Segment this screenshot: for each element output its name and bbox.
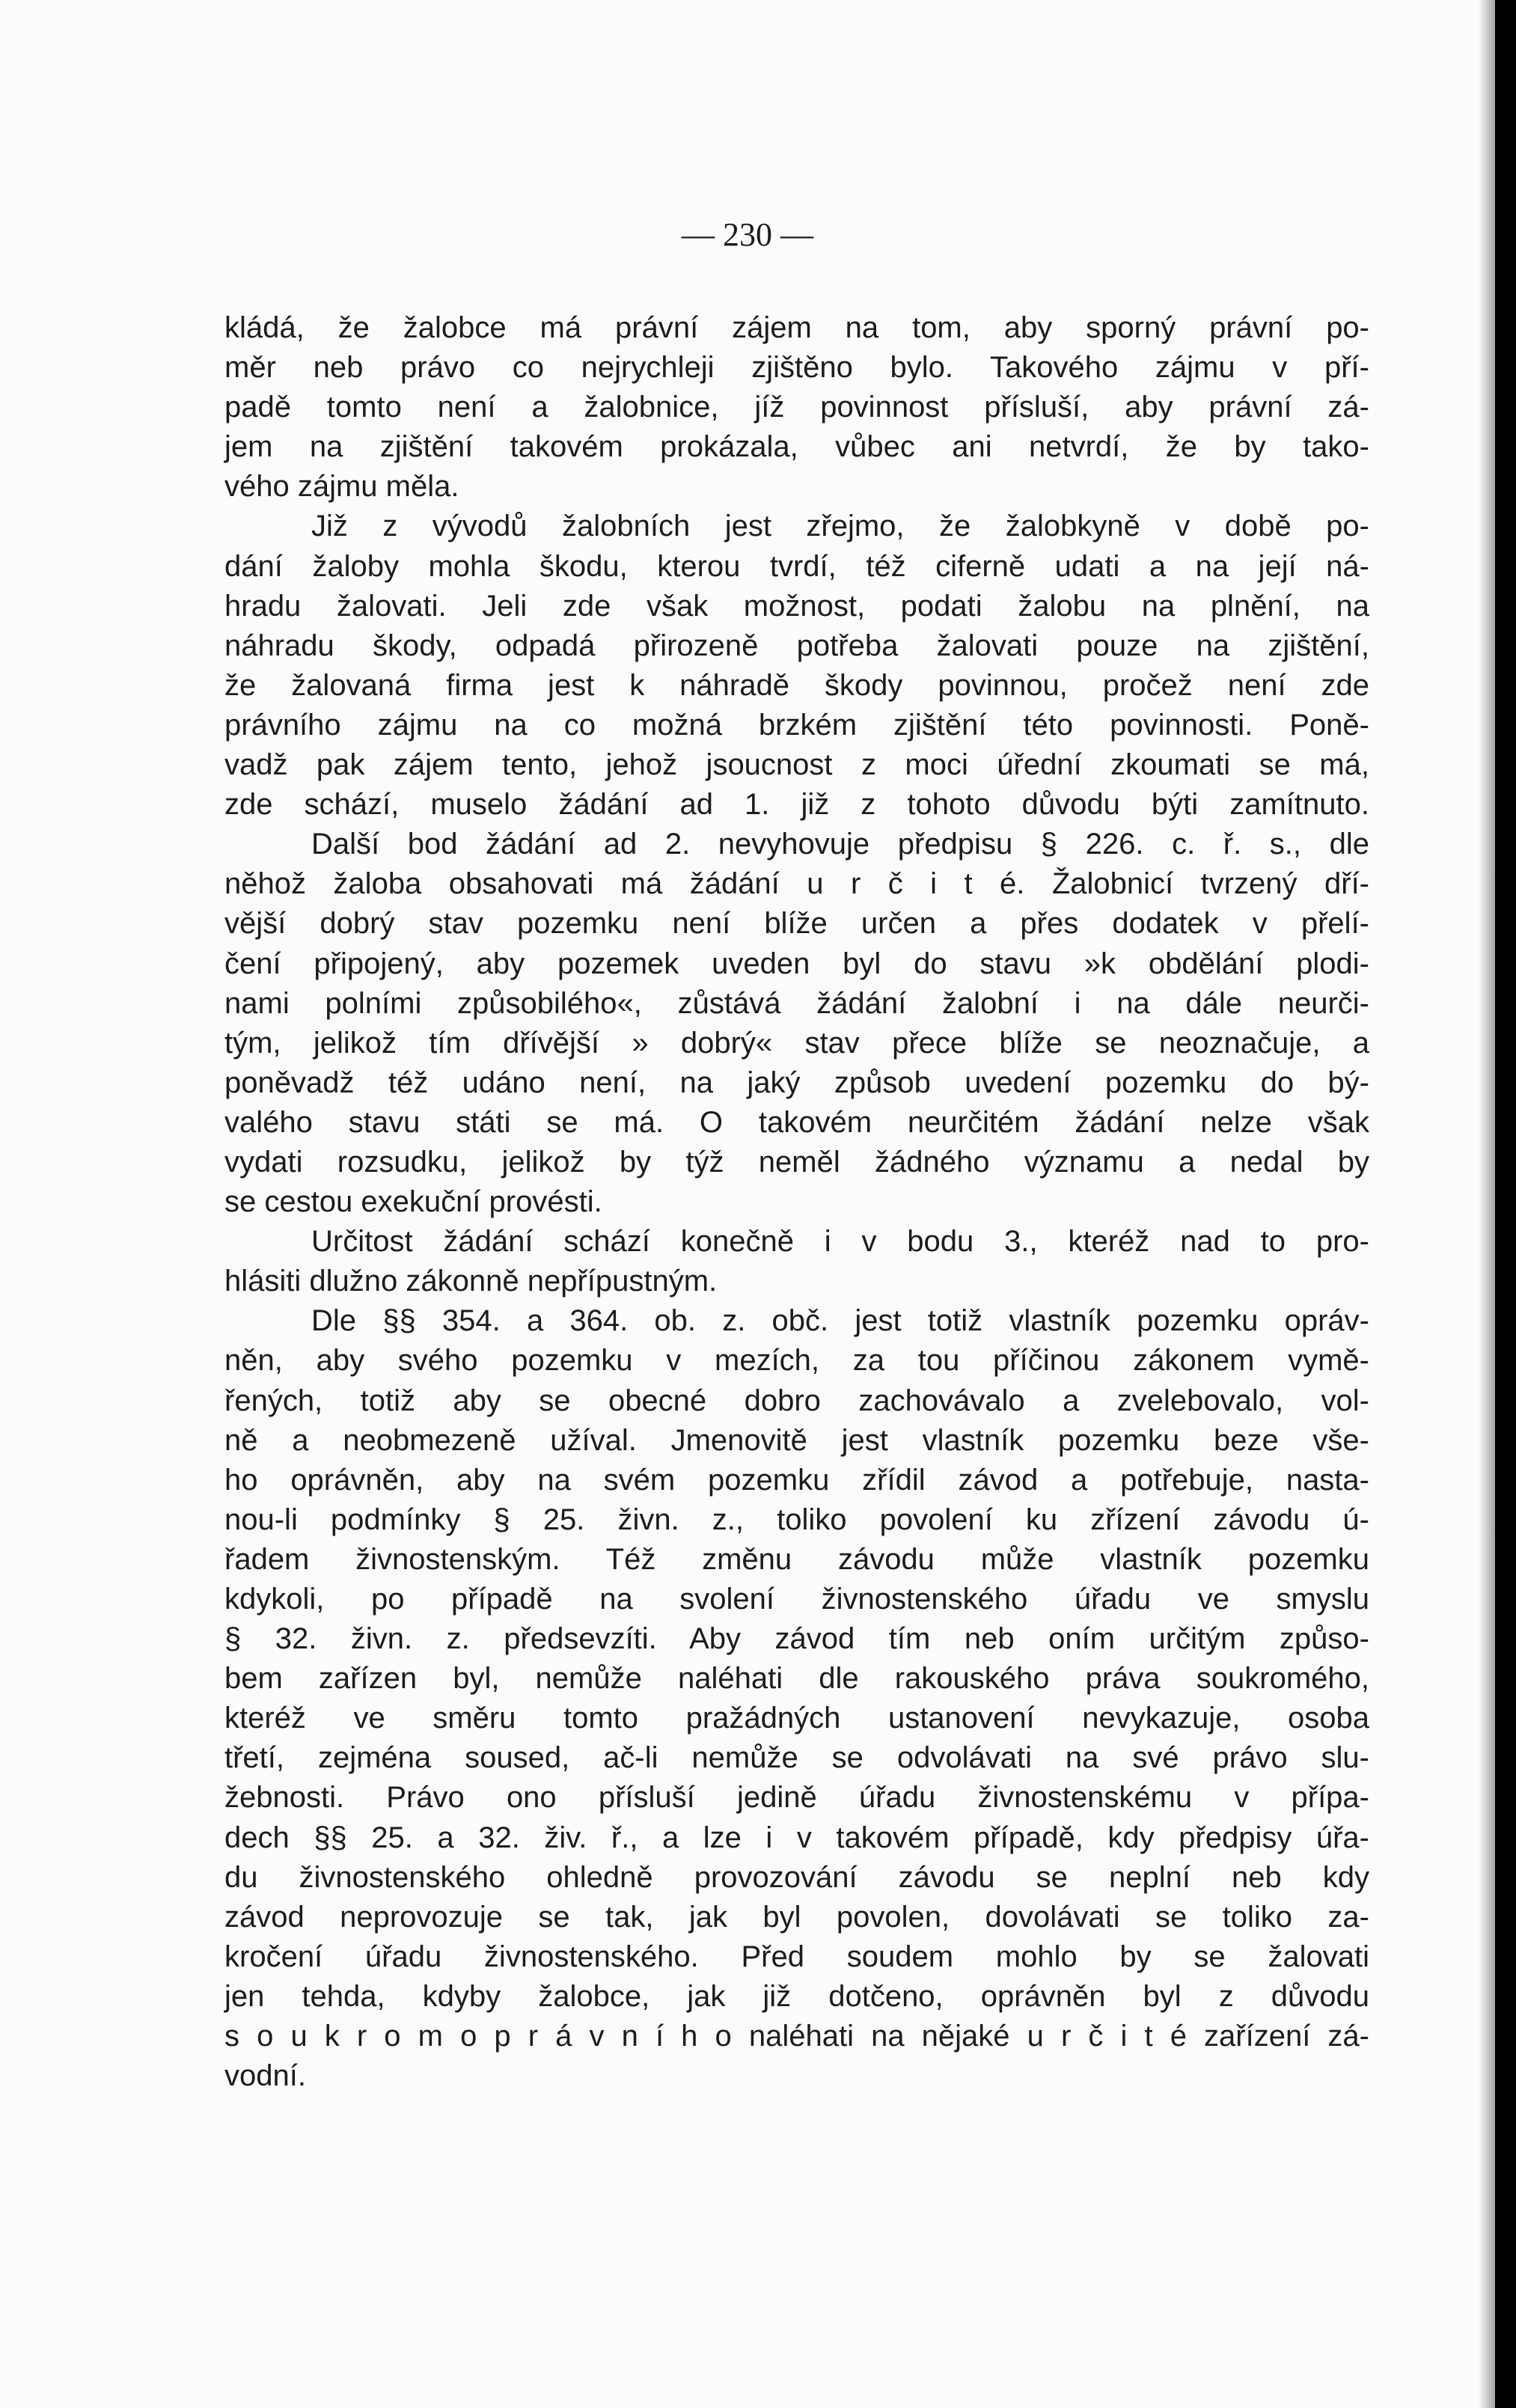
text-line: poněvadž též udáno není, na jaký způsob uvedení pozemku do bý-	[224, 1066, 1369, 1099]
page-number: — 230 —	[682, 216, 813, 253]
text-line: něn, aby svého pozemku v mezích, za tou příčinou zákonem vymě-	[224, 1344, 1369, 1378]
text-line: měr neb právo co nejrychleji zjištěno bylo. Takového zájmu v pří-	[224, 351, 1369, 385]
text-line: právního zájmu na co možná brzkém zjištění této povinnosti. Poně-	[224, 708, 1369, 742]
paragraph	[224, 308, 1369, 507]
text-line: náhradu škody, odpadá přirozeně potřeba žalovati pouze na zjištění,	[224, 629, 1369, 662]
paragraph	[224, 825, 1369, 1222]
text-line: jem na zjištění takovém prokázala, vůbec ani netvrdí, že by tako-	[224, 430, 1369, 464]
page-edge-shadow	[1479, 0, 1495, 2408]
text-line: závod neprovozuje se tak, jak byl povolen, dovolávati se toliko za-	[224, 1900, 1369, 1934]
text-line: bem zařízen byl, nemůže naléhati dle rakouského práva soukromého,	[224, 1662, 1369, 1696]
text-line: vější dobrý stav pozemku není blíže určen a přes dodatek v přelí-	[224, 907, 1369, 941]
text-line: Určitost žádání schází konečně i v bodu 3., kteréž nad to pro-	[311, 1225, 1369, 1259]
text-line: čení připojený, aby pozemek uveden byl do stavu »k obdělání plodi-	[224, 947, 1369, 980]
text-line: padě tomto není a žalobnice, jíž povinnost přísluší, aby právní zá-	[224, 391, 1369, 424]
text-line: dech §§ 25. a 32. živ. ř., a lze i v takovém případě, kdy předpisy úřa-	[224, 1821, 1369, 1854]
text-line: s o u k r o m o p r á v n í h o naléhati na nějaké u r č i t é zařízení zá-	[224, 2020, 1369, 2053]
text-line: kročení úřadu živnostenského. Před soudem mohlo by se žalovati	[224, 1940, 1369, 1973]
text-line: dání žaloby mohla škodu, kterou tvrdí, též ciferně udati a na její ná-	[224, 549, 1369, 583]
text-line: kládá, že žalobce má právní zájem na tom, aby sporný právní po-	[224, 311, 1369, 344]
text-line: Již z vývodů žalobních jest zřejmo, že žalobkyně v době po-	[311, 510, 1369, 543]
text-line: vadž pak zájem tento, jehož jsoucnost z moci úřední zkoumati se má,	[224, 748, 1369, 782]
text-line: něhož žaloba obsahovati má žádání u r č i t é. Žalobnicí tvrzený dří-	[224, 867, 1369, 901]
text-line: žebnosti. Právo ono přísluší jedině úřadu živnostenskému v přípa-	[224, 1781, 1369, 1815]
text-line: § 32. živn. z. předsevzíti. Aby závod tím neb oním určitým způso-	[224, 1622, 1369, 1656]
text-line: kteréž ve směru tomto pražádných ustanovení nevykazuje, osoba	[224, 1702, 1369, 1735]
text-line: nou-li podmínky § 25. živn. z., toliko povolení ku zřízení závodu ú-	[224, 1503, 1369, 1536]
text-line: vydati rozsudku, jelikož by týž neměl žádného významu a nedal by	[224, 1145, 1369, 1179]
body-text	[224, 308, 1369, 2096]
text-line: řených, totiž aby se obecné dobro zachovávalo a zvelebovalo, vol-	[224, 1384, 1369, 1417]
text-line: jen tehda, kdyby žalobce, jak již dotčeno, oprávněn byl z důvodu	[224, 1979, 1369, 2013]
text-line: kdykoli, po případě na svolení živnostenského úřadu ve smyslu	[224, 1583, 1369, 1616]
text-line: ně a neobmezeně užíval. Jmenovitě jest vlastník pozemku beze vše-	[224, 1423, 1369, 1457]
text-line: vého zájmu měla.	[224, 470, 459, 504]
text-line: valého stavu státi se má. O takovém neurčitém žádání nelze však	[224, 1105, 1369, 1139]
text-line: vodní.	[224, 2059, 306, 2093]
text-line: tým, jelikož tím dřívější » dobrý« stav přece blíže se neoznačuje, a	[224, 1026, 1369, 1060]
text-line: hradu žalovati. Jeli zde však možnost, podati žalobu na plnění, na	[224, 589, 1369, 623]
text-line: nami polními způsobilého«, zůstává žádání žalobní i na dále neurči-	[224, 986, 1369, 1020]
paragraph	[224, 1222, 1369, 1301]
text-line: třetí, zejména soused, ač-li nemůže se odvolávati na své právo slu-	[224, 1741, 1369, 1775]
paragraph	[224, 507, 1369, 825]
text-line: že žalovaná firma jest k náhradě škody povinnou, pročež není zde	[224, 668, 1369, 702]
text-line: Dle §§ 354. a 364. ob. z. obč. jest totiž vlastník pozemku opráv-	[311, 1304, 1369, 1338]
text-line: ho oprávněn, aby na svém pozemku zřídil závod a potřebuje, nasta-	[224, 1463, 1369, 1497]
paragraph	[224, 1301, 1369, 2096]
text-line: hlásiti dlužno zákonně nepřípustným.	[224, 1265, 718, 1298]
text-line: zde schází, muselo žádání ad 1. již z tohoto důvodu býti zamítnuto.	[224, 788, 1369, 822]
text-line: řadem živnostenským. Též změnu závodu může vlastník pozemku	[224, 1542, 1369, 1576]
text-line: du živnostenského ohledně provozování závodu se neplní neb kdy	[224, 1860, 1369, 1894]
text-line: se cestou exekuční provésti.	[224, 1185, 602, 1219]
text-line: Další bod žádání ad 2. nevyhovuje předpisu § 226. c. ř. s., dle	[311, 828, 1369, 861]
